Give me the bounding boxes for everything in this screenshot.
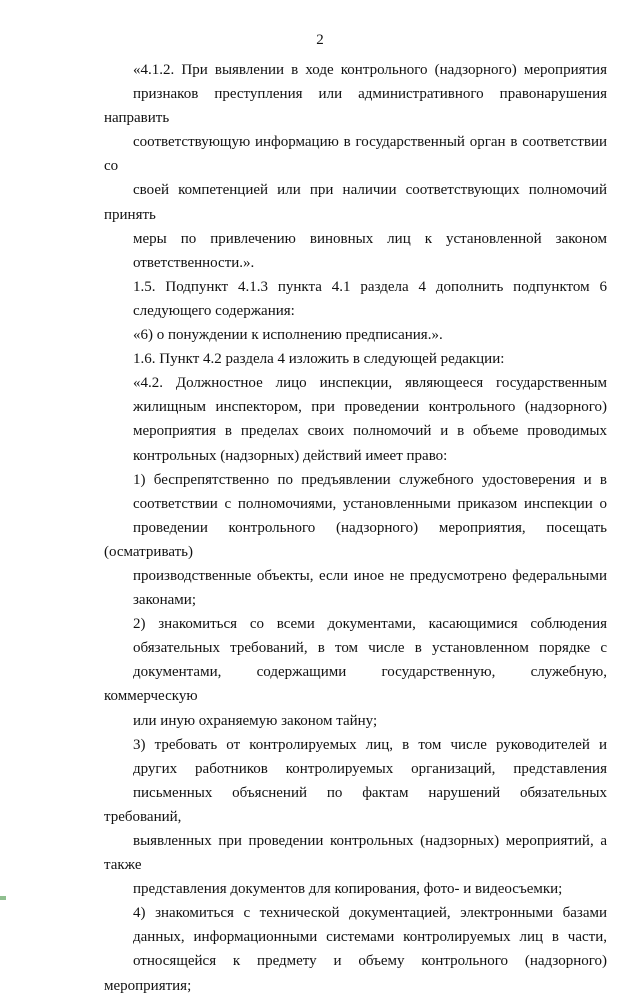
text-line: 3) требовать от контролируемых лиц, в том числе руководителей и [133, 736, 607, 753]
paragraph-1-6 [104, 347, 607, 371]
document-body [104, 58, 607, 998]
text-line: ответственности.». [133, 254, 255, 271]
text-line: или иную охраняемую законом тайну; [133, 712, 378, 729]
text-line: мероприятия в пределах своих полномочий и в объеме проводимых [133, 423, 607, 440]
text-line: относящейся к предмету и объему контрольного (надзорного) мероприятия; [104, 953, 607, 994]
text-line: меры по привлечению виновных лиц к установленной законом [133, 230, 607, 247]
text-line: жилищным инспектором, при проведении контрольного (надзорного) [133, 399, 607, 416]
paragraph-item-2 [104, 612, 607, 732]
text-line: следующего содержания: [133, 302, 295, 319]
paragraph-4-1-2 [104, 58, 607, 275]
text-line: 1.6. Пункт 4.2 раздела 4 изложить в следующей редакции: [133, 351, 505, 368]
paragraph-4-2 [104, 371, 607, 467]
scan-corner-mark [0, 896, 6, 900]
text-line: контрольных (надзорных) действий имеет право: [133, 447, 448, 464]
paragraph-item-1 [104, 468, 607, 613]
text-line: 1.5. Подпункт 4.1.3 пункта 4.1 раздела 4 дополнить подпунктом 6 [133, 278, 607, 295]
paragraph-item-3 [104, 733, 607, 902]
text-line: соответствующую информацию в государственный орган в соответствии со [104, 134, 607, 175]
paragraph-subpoint-6 [104, 323, 607, 347]
text-line: проведении контрольного (надзорного) мероприятия, посещать (осматривать) [104, 519, 607, 560]
text-line: своей компетенцией или при наличии соответствующих полномочий принять [104, 182, 607, 223]
text-line: «4.2. Должностное лицо инспекции, являющееся государственным [133, 375, 607, 392]
paragraph-1-5 [104, 275, 607, 323]
text-line: законами; [133, 592, 196, 609]
page-number: 2 [316, 32, 324, 48]
text-line: 4) знакомиться с технической документацией, электронными базами [133, 905, 607, 922]
text-line: представления документов для копирования, фото- и видеосъемки; [133, 881, 563, 898]
text-line: обязательных требований, в том числе в установленном порядке с [133, 640, 607, 657]
text-line: письменных объяснений по фактам нарушений обязательных требований, [104, 784, 607, 825]
text-line: производственные объекты, если иное не предусмотрено федеральными [133, 567, 607, 584]
text-line: выявленных при проведении контрольных (надзорных) мероприятий, а также [104, 833, 607, 874]
text-line: 2) знакомиться со всеми документами, касающимися соблюдения [133, 616, 607, 633]
text-line: «4.1.2. При выявлении в ходе контрольного (надзорного) мероприятия [133, 62, 607, 78]
text-line: соответствии с полномочиями, установленными приказом инспекции о [133, 495, 607, 512]
text-line: документами, содержащими государственную, служебную, коммерческую [104, 664, 607, 705]
text-line: данных, информационными системами контролируемых лиц в части, [133, 929, 607, 946]
text-line: признаков преступления или административного правонарушения направить [104, 86, 607, 127]
text-line: других работников контролируемых организаций, представления [133, 760, 607, 777]
text-line: «6) о понуждении к исполнению предписания.». [133, 327, 443, 344]
paragraph-item-4 [104, 901, 607, 997]
text-line: 1) беспрепятственно по предъявлении служебного удостоверения и в [133, 471, 607, 488]
